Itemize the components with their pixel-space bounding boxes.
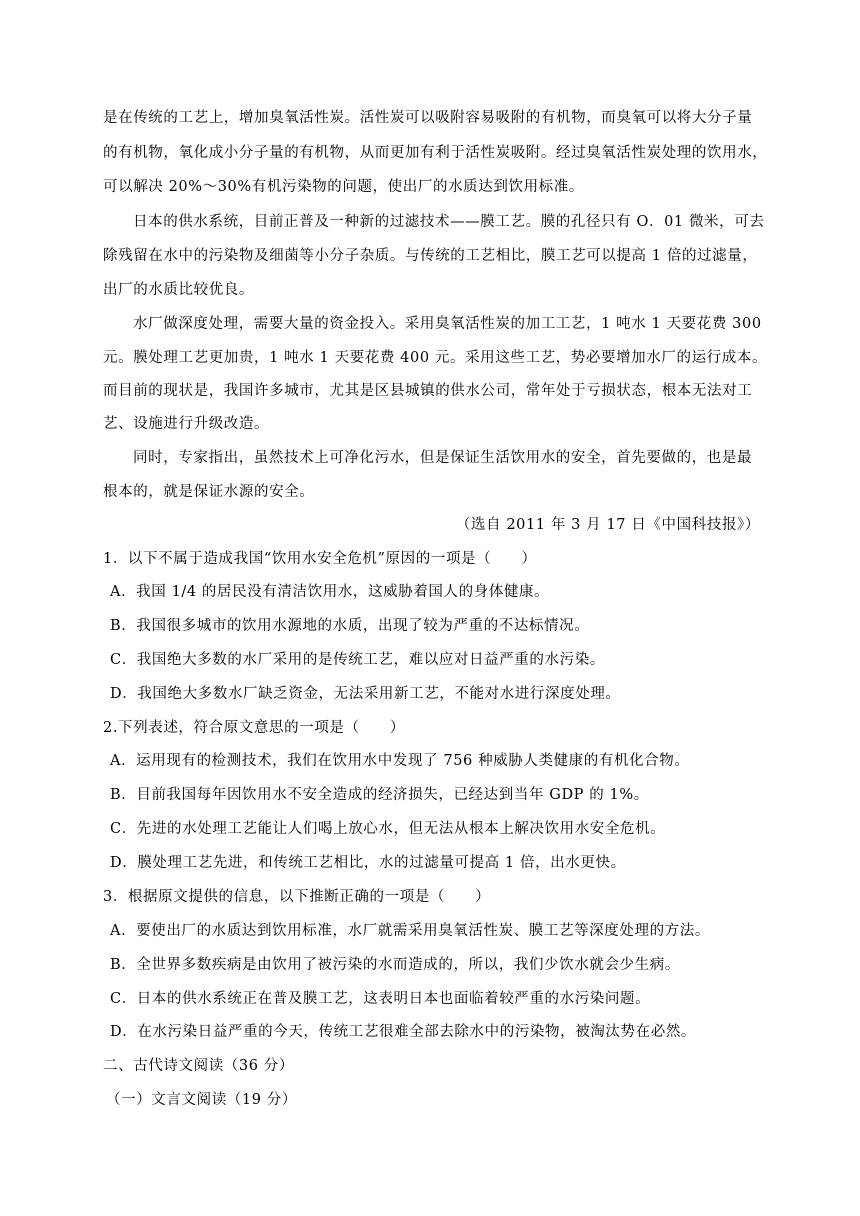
question-1-option-c: C．我国绝大多数的水厂采用的是传统工艺，难以应对日益严重的水污染。 (110, 652, 605, 668)
passage-p4-line-1: 同时，专家指出，虽然技术上可净化污水，但是保证生活饮用水的安全，首先要做的，也是最 (133, 450, 753, 466)
passage-p3-line-3: 而目前的现状是，我国许多城市，尤其是区县城镇的供水公司，常年处于亏损状态，根本无法对工 (103, 383, 753, 399)
passage-p1-line-1: 是在传统的工艺上，增加臭氧活性炭。活性炭可以吸附容易吸附的有机物，而臭氧可以将大分子量 (103, 110, 753, 126)
passage-p2-line-1: 日本的供水系统，目前正普及一种新的过滤技术——膜工艺。膜的孔径只有 O．01 微米，可去 (133, 214, 765, 230)
section-2-sub-heading: （一）文言文阅读（19 分） (106, 1092, 297, 1108)
question-1-option-b: B．我国很多城市的饮用水源地的水质，出现了较为严重的不达标情况。 (110, 618, 590, 634)
question-2-option-a: A．运用现有的检测技术，我们在饮用水中发现了 756 种威胁人类健康的有机化合物。 (110, 753, 690, 769)
question-1-option-d: D．我国绝大多数水厂缺乏资金，无法采用新工艺，不能对水进行深度处理。 (110, 686, 621, 702)
passage-p4-line-2: 根本的，就是保证水源的安全。 (103, 484, 315, 500)
question-1-option-a: A．我国 1/4 的居民没有清洁饮用水，这威胁着国人的身体健康。 (110, 584, 550, 600)
question-3-option-c: C．日本的供水系统正在普及膜工艺，这表明日本也面临着较严重的水污染问题。 (110, 991, 651, 1007)
question-2-option-c: C．先进的水处理工艺能让人们喝上放心水，但无法从根本上解决饮用水安全危机。 (110, 821, 666, 837)
passage-p1-line-2: 的有机物，氧化成小分子量的有机物，从而更加有利于活性炭吸附。经过臭氧活性炭处理的饮用水， (103, 145, 768, 161)
question-2-option-b: B．目前我国每年因饮用水不安全造成的经济损失，已经达到当年 GDP 的 1%。 (110, 787, 649, 803)
question-2-option-d: D．膜处理工艺先进，和传统工艺相比，水的过滤量可提高 1 倍，出水更快。 (110, 855, 626, 871)
passage-p2-line-2: 除残留在水中的污染物及细菌等小分子杂质。与传统的工艺相比，膜工艺可以提高 1 倍的过滤量， (103, 248, 758, 264)
question-3-option-d: D．在水污染日益严重的今天，传统工艺很难全部去除水中的污染物，被淘汰势在必然。 (110, 1024, 697, 1040)
passage-source: （选自 2011 年 3 月 17 日《中国科技报》） (455, 517, 760, 533)
section-2-heading: 二、古代诗文阅读（36 分） (103, 1058, 294, 1074)
passage-p3-line-1: 水厂做深度处理，需要大量的资金投入。采用臭氧活性炭的加工工艺，1 吨水 1 天要花费 300 (133, 316, 762, 332)
question-2-stem: 2.下列表述，符合原文意思的一项是（ ） (103, 720, 405, 736)
question-3-option-a: A．要使出厂的水质达到饮用标准，水厂就需采用臭氧活性炭、膜工艺等深度处理的方法。 (110, 923, 710, 939)
question-3-stem: 3．根据原文提供的信息，以下推断正确的一项是（ ） (103, 889, 491, 905)
question-1-stem: 1．以下不属于造成我国“饮用水安全危机”原因的一项是（ ） (103, 551, 537, 567)
passage-p2-line-3: 出厂的水质比较优良。 (103, 282, 254, 298)
question-3-option-b: B．全世界多数疾病是由饮用了被污染的水而造成的，所以，我们少饮水就会少生病。 (110, 957, 680, 973)
passage-p3-line-2: 元。膜处理工艺更加贵，1 吨水 1 天要花费 400 元。采用这些工艺，势必要增加水厂的运行成本。 (103, 350, 768, 366)
passage-p1-line-3: 可以解决 20%～30%有机污染物的问题，使出厂的水质达到饮用标准。 (103, 179, 584, 195)
passage-p3-line-4: 艺、设施进行升级改造。 (103, 416, 270, 432)
